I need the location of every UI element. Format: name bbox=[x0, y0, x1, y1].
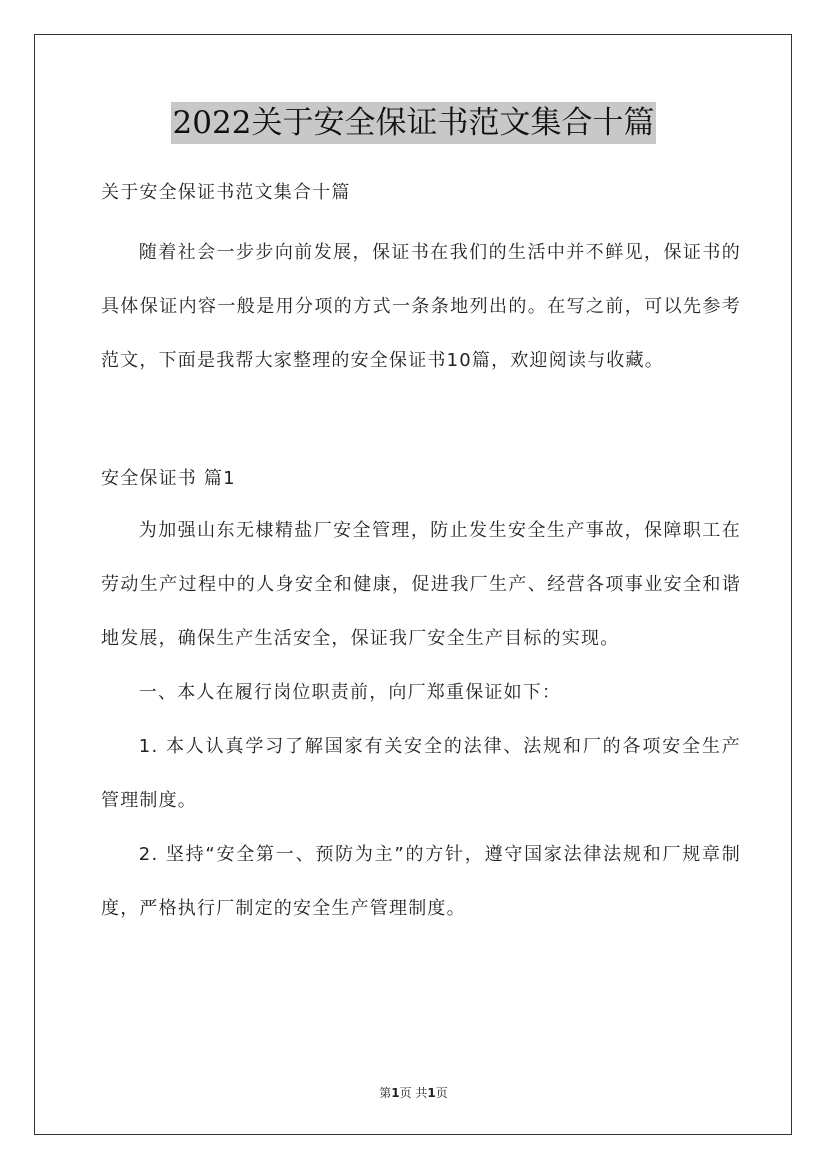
intro-paragraph: 随着社会一步步向前发展，保证书在我们的生活中并不鲜见，保证书的具体保证内容一般是用分项的方式一条条地列出的。在写之前，可以先参考范文，下面是我帮大家整理的安全保证书10篇，欢迎阅读与收藏。 bbox=[101, 242, 741, 371]
footer-page-total: 1 bbox=[427, 1086, 436, 1100]
document-title: 2022关于安全保证书范文集合十篇 bbox=[171, 102, 657, 144]
section-paragraph-4: 2. 坚持“安全第一、预防为主”的方针，遵守国家法律法规和厂规章制度，严格执行厂制定的安全生产管理制度。 bbox=[101, 844, 741, 919]
intro-heading: 关于安全保证书范文集合十篇 bbox=[101, 182, 351, 203]
footer-page-prefix: 第 bbox=[379, 1086, 392, 1100]
footer-page-mid: 页 共 bbox=[399, 1086, 428, 1100]
section-heading: 安全保证书 篇1 bbox=[101, 468, 236, 489]
section-paragraph-3: 1. 本人认真学习了解国家有关安全的法律、法规和厂的各项安全生产管理制度。 bbox=[101, 736, 741, 811]
document-body bbox=[101, 174, 741, 936]
footer-page-suffix: 页 bbox=[435, 1086, 448, 1100]
section-paragraph-1: 为加强山东无棣精盐厂安全管理，防止发生安全生产事故，保障职工在劳动生产过程中的人身安全和健康，促进我厂生产、经营各项事业安全和谐地发展，确保生产生活安全，保证我厂安全生产目标的实现。 bbox=[101, 520, 741, 649]
footer-page-number: 1 bbox=[391, 1086, 400, 1100]
title-container bbox=[0, 102, 827, 144]
section-paragraph-2: 一、本人在履行岗位职责前，向厂郑重保证如下： bbox=[138, 682, 562, 703]
page-footer bbox=[0, 1084, 827, 1101]
